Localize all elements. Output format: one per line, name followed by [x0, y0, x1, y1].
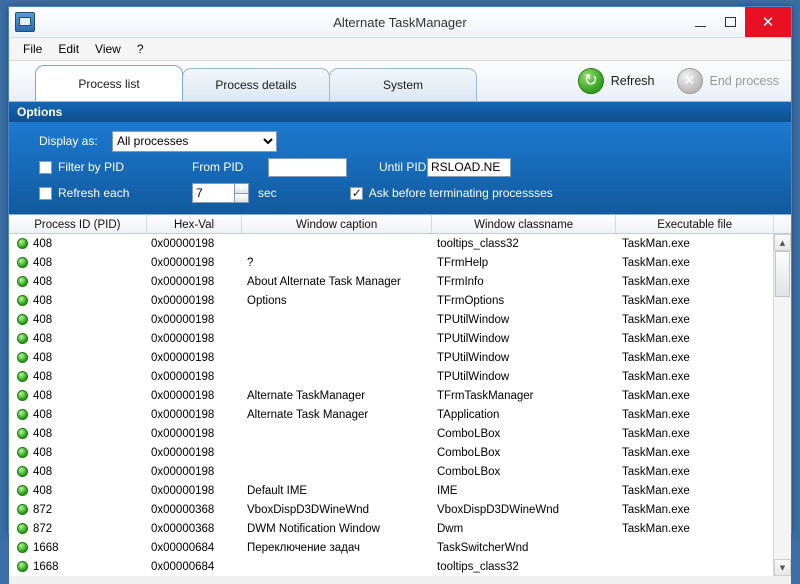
table-row[interactable] — [9, 557, 791, 576]
cell-pid: 408 — [9, 329, 147, 348]
cell-classname: TFrmTaskManager — [437, 389, 534, 402]
cell-executable: TaskMan.exe — [622, 446, 690, 459]
process-table — [9, 214, 791, 576]
process-status-icon — [17, 504, 28, 515]
process-status-icon — [17, 485, 28, 496]
refresh-icon — [578, 68, 604, 94]
display-as-select[interactable] — [112, 131, 277, 152]
cell-executable — [618, 538, 776, 557]
cell-pid: 408 — [9, 481, 147, 500]
cell-pid: 1668 — [9, 538, 147, 557]
cell-executable: TaskMan.exe — [622, 332, 690, 345]
scroll-down-icon[interactable]: ▼ — [774, 559, 791, 576]
cell-executable: TaskMan.exe — [622, 389, 690, 402]
cell-classname: IME — [437, 484, 458, 497]
table-row[interactable] — [9, 234, 791, 253]
end-process-icon — [677, 68, 703, 94]
scroll-up-icon[interactable]: ▲ — [774, 234, 791, 251]
cell-caption: VboxDispD3DWineWnd — [247, 503, 370, 516]
table-row[interactable] — [9, 481, 791, 500]
column-header-pid[interactable]: Process ID (PID) — [9, 215, 147, 234]
menu-item-help[interactable]: ? — [136, 42, 144, 56]
cell-hex: 0x00000198 — [151, 351, 215, 364]
cell-executable: TaskMan.exe — [622, 370, 690, 383]
cell-hex: 0x00000198 — [151, 370, 215, 383]
cell-executable: TaskMan.exe — [622, 408, 690, 421]
cell-caption — [243, 367, 433, 386]
close-button[interactable]: ✕ — [745, 7, 791, 37]
cell-classname: tooltips_class32 — [437, 237, 519, 250]
table-row[interactable] — [9, 405, 791, 424]
refresh-interval-input[interactable] — [192, 183, 234, 203]
cell-pid: 1668 — [9, 557, 147, 576]
cell-pid: 408 — [9, 310, 147, 329]
cell-caption: Options — [247, 294, 287, 307]
cell-pid: 408 — [9, 234, 147, 253]
table-header-row — [9, 215, 791, 234]
window-controls — [685, 7, 791, 37]
cell-executable: TaskMan.exe — [622, 522, 690, 535]
process-status-icon — [17, 238, 28, 249]
menu-item-view[interactable]: View — [95, 42, 121, 56]
table-row[interactable] — [9, 538, 791, 557]
cell-executable: TaskMan.exe — [622, 237, 690, 250]
process-status-icon — [17, 352, 28, 363]
column-header-classname[interactable]: Window classname — [432, 215, 617, 234]
minimize-button[interactable] — [685, 7, 715, 37]
cell-classname: VboxDispD3DWineWnd — [437, 503, 560, 516]
tab-process-list[interactable]: Process list — [35, 65, 183, 101]
refresh-button[interactable] — [578, 68, 655, 94]
display-as-label: Display as: — [39, 134, 98, 148]
column-header-hex[interactable]: Hex-Val — [147, 215, 243, 234]
cell-executable — [618, 557, 776, 576]
cell-pid: 408 — [9, 424, 147, 443]
refresh-each-row — [17, 180, 783, 206]
refresh-each-checkbox[interactable] — [39, 187, 52, 200]
tab-strip — [9, 61, 791, 102]
table-row[interactable] — [9, 310, 791, 329]
process-status-icon — [17, 428, 28, 439]
cell-hex: 0x00000198 — [151, 484, 215, 497]
cell-pid: 408 — [9, 367, 147, 386]
cell-executable: TaskMan.exe — [622, 256, 690, 269]
cell-caption — [243, 310, 433, 329]
cell-hex: 0x00000198 — [151, 332, 215, 345]
process-status-icon — [17, 276, 28, 287]
cell-classname: ComboLBox — [437, 465, 501, 478]
cell-classname: TaskSwitcherWnd — [437, 541, 529, 554]
cell-hex: 0x00000198 — [151, 237, 215, 250]
scroll-track[interactable] — [774, 251, 791, 559]
filter-pid-row — [17, 154, 783, 180]
process-status-icon — [17, 447, 28, 458]
table-row[interactable] — [9, 348, 791, 367]
table-body — [9, 234, 791, 576]
cell-executable: TaskMan.exe — [622, 484, 690, 497]
cell-pid: 408 — [9, 272, 147, 291]
cell-hex: 0x00000368 — [151, 522, 215, 535]
display-as-row — [17, 128, 783, 154]
from-pid-label: From PID — [192, 160, 244, 174]
cell-caption — [243, 234, 433, 253]
cell-caption: Alternate TaskManager — [247, 389, 366, 402]
cell-hex: 0x00000198 — [151, 465, 215, 478]
cell-caption — [243, 462, 433, 481]
cell-hex: 0x00000198 — [151, 446, 215, 459]
column-header-executable[interactable]: Executable file — [616, 215, 774, 234]
process-status-icon — [17, 333, 28, 344]
cell-caption — [243, 443, 433, 462]
table-row[interactable] — [9, 291, 791, 310]
cell-classname: TPUtilWindow — [437, 332, 510, 345]
cell-pid: 408 — [9, 405, 147, 424]
table-row[interactable] — [9, 386, 791, 405]
cell-pid: 408 — [9, 253, 147, 272]
window-title: Alternate TaskManager — [333, 14, 467, 30]
options-panel — [9, 122, 791, 214]
filter-by-pid-checkbox[interactable] — [39, 161, 52, 174]
cell-caption: Alternate Task Manager — [247, 408, 369, 421]
toolbar-actions — [556, 61, 791, 101]
cell-caption — [243, 557, 433, 576]
cell-executable: TaskMan.exe — [622, 427, 690, 440]
cell-hex: 0x00000198 — [151, 408, 215, 421]
cell-pid: 408 — [9, 291, 147, 310]
scroll-thumb[interactable] — [775, 251, 790, 297]
from-pid-input[interactable] — [268, 158, 347, 177]
sec-label: sec — [258, 186, 277, 200]
spin-down-icon[interactable]: ▼ — [234, 193, 249, 204]
cell-pid: 872 — [9, 500, 147, 519]
cell-caption: DWM Notification Window — [247, 522, 380, 535]
cell-caption — [243, 424, 433, 443]
refresh-interval-spin-buttons[interactable] — [234, 183, 249, 203]
cell-hex: 0x00000198 — [151, 427, 215, 440]
options-header: Options — [9, 102, 791, 122]
cell-hex: 0x00000198 — [151, 275, 215, 288]
cell-hex: 0x00000198 — [151, 256, 215, 269]
cell-classname: TApplication — [437, 408, 500, 421]
cell-caption — [243, 348, 433, 367]
taskmanager-icon — [15, 12, 35, 32]
table-row[interactable] — [9, 253, 791, 272]
cell-classname: tooltips_class32 — [437, 560, 519, 573]
cell-executable: TaskMan.exe — [622, 503, 690, 516]
refresh-interval-stepper[interactable] — [192, 183, 249, 203]
until-pid-label: Until PID — [379, 160, 427, 174]
maximize-button[interactable] — [715, 7, 745, 37]
cell-hex: 0x00000198 — [151, 294, 215, 307]
cell-pid: 872 — [9, 519, 147, 538]
cell-caption: Переключение задач — [247, 541, 360, 554]
process-status-icon — [17, 561, 28, 572]
cell-pid: 408 — [9, 462, 147, 481]
process-status-icon — [17, 257, 28, 268]
cell-caption: About Alternate Task Manager — [247, 275, 401, 288]
cell-pid: 408 — [9, 348, 147, 367]
cell-pid: 408 — [9, 386, 147, 405]
ask-before-terminating-label: Ask before terminating processses — [368, 186, 553, 200]
until-pid-input[interactable] — [427, 158, 511, 177]
cell-executable: TaskMan.exe — [622, 275, 690, 288]
process-status-icon — [17, 542, 28, 553]
process-status-icon — [17, 390, 28, 401]
cell-executable: TaskMan.exe — [622, 465, 690, 478]
cell-caption: ? — [247, 256, 254, 269]
table-row[interactable] — [9, 500, 791, 519]
cell-executable: TaskMan.exe — [622, 294, 690, 307]
table-row[interactable] — [9, 272, 791, 291]
cell-classname: TFrmOptions — [437, 294, 505, 307]
cell-classname: TPUtilWindow — [437, 351, 510, 364]
cell-hex: 0x00000198 — [151, 313, 215, 326]
tab-system[interactable]: System — [329, 68, 477, 101]
spin-up-icon[interactable]: ▲ — [234, 183, 249, 193]
cell-classname: TPUtilWindow — [437, 313, 510, 326]
cell-classname: ComboLBox — [437, 446, 501, 459]
cell-classname: TFrmInfo — [437, 275, 484, 288]
table-row[interactable] — [9, 462, 791, 481]
refresh-each-label: Refresh each — [58, 186, 130, 200]
tab-process-details[interactable]: Process details — [182, 68, 330, 101]
table-row[interactable] — [9, 519, 791, 538]
cell-hex: 0x00000684 — [151, 560, 215, 573]
process-status-icon — [17, 409, 28, 420]
cell-hex: 0x00000198 — [151, 389, 215, 402]
process-status-icon — [17, 295, 28, 306]
cell-classname: Dwm — [437, 522, 464, 535]
cell-caption: Default IME — [247, 484, 308, 497]
table-row[interactable] — [9, 367, 791, 386]
cell-caption — [243, 329, 433, 348]
process-status-icon — [17, 466, 28, 477]
cell-hex: 0x00000684 — [151, 541, 215, 554]
table-row[interactable] — [9, 424, 791, 443]
column-header-caption[interactable]: Window caption — [242, 215, 432, 234]
table-row[interactable] — [9, 443, 791, 462]
vertical-scrollbar[interactable] — [773, 234, 791, 576]
end-process-button[interactable] — [677, 68, 779, 94]
end-process-button-label: End process — [709, 74, 779, 88]
menu-item-edit[interactable]: Edit — [58, 42, 80, 56]
cell-executable: TaskMan.exe — [622, 351, 690, 364]
title-bar — [9, 7, 791, 38]
process-status-icon — [17, 371, 28, 382]
ask-before-terminating-checkbox[interactable] — [350, 187, 363, 200]
status-bar — [9, 576, 791, 584]
cell-classname: TPUtilWindow — [437, 370, 510, 383]
cell-hex: 0x00000368 — [151, 503, 215, 516]
cell-executable: TaskMan.exe — [622, 313, 690, 326]
menu-bar — [9, 38, 791, 61]
application-window — [8, 6, 792, 573]
process-status-icon — [17, 314, 28, 325]
menu-item-file[interactable]: File — [23, 42, 43, 56]
process-status-icon — [17, 523, 28, 534]
filter-by-pid-label: Filter by PID — [58, 160, 125, 174]
table-row[interactable] — [9, 329, 791, 348]
refresh-button-label: Refresh — [610, 74, 655, 88]
cell-classname: ComboLBox — [437, 427, 501, 440]
cell-classname: TFrmHelp — [437, 256, 489, 269]
cell-pid: 408 — [9, 443, 147, 462]
